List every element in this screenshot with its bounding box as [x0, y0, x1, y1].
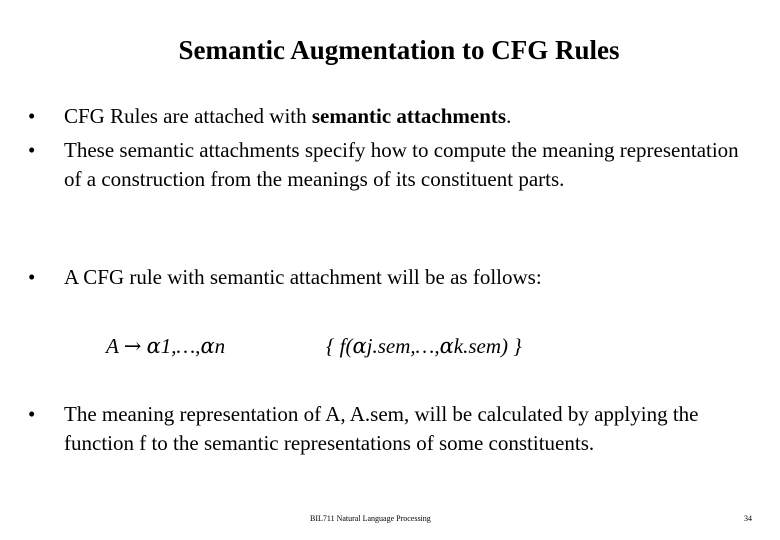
- bullet-1: [28, 102, 758, 131]
- bullet-2: [28, 136, 758, 194]
- bullet-4-text: The meaning representation of A, A.sem, will be calculated by applying the function f to the semantic representations of some constituents.: [64, 402, 699, 455]
- formula-rhs-2: n: [214, 334, 226, 358]
- bullet-dot: •: [28, 104, 36, 128]
- alpha-symbol: α: [200, 334, 215, 358]
- bullet-3-text: A CFG rule with semantic attachment will be as follows:: [64, 265, 542, 289]
- bullet-2-text: These semantic attachments specify how to compute the meaning representation of a construction from the meanings of its constituent parts.: [64, 138, 739, 191]
- alpha-symbol: α: [352, 334, 367, 358]
- bullet-dot: •: [28, 402, 36, 426]
- attachment-open: { f(: [326, 334, 353, 358]
- alpha-symbol: α: [439, 334, 454, 358]
- bullet-1-bold: semantic attachments: [311, 104, 507, 128]
- footer-course: BIL711 Natural Language Processing: [310, 514, 431, 523]
- bullet-dot: •: [28, 265, 36, 289]
- bullet-1-pre: CFG Rules are attached with: [64, 104, 312, 128]
- attachment-mid-1: j.sem,…,: [366, 334, 440, 358]
- attachment-mid-2: k.sem) }: [453, 334, 522, 358]
- formula-lhs: A: [106, 334, 119, 358]
- page-number: 34: [744, 514, 752, 523]
- formula-rule: [106, 332, 225, 361]
- arrow-symbol: →: [123, 334, 142, 358]
- alpha-symbol: α: [146, 334, 161, 358]
- bullet-3: [28, 263, 758, 292]
- formula-attachment: [326, 332, 522, 361]
- formula-rhs-1: 1,…,: [160, 334, 201, 358]
- bullet-dot: •: [28, 138, 36, 162]
- bullet-4: [28, 400, 758, 458]
- bullet-1-post: .: [506, 104, 512, 128]
- slide-title: Semantic Augmentation to CFG Rules: [178, 35, 620, 65]
- bullet-1-text: [64, 102, 758, 131]
